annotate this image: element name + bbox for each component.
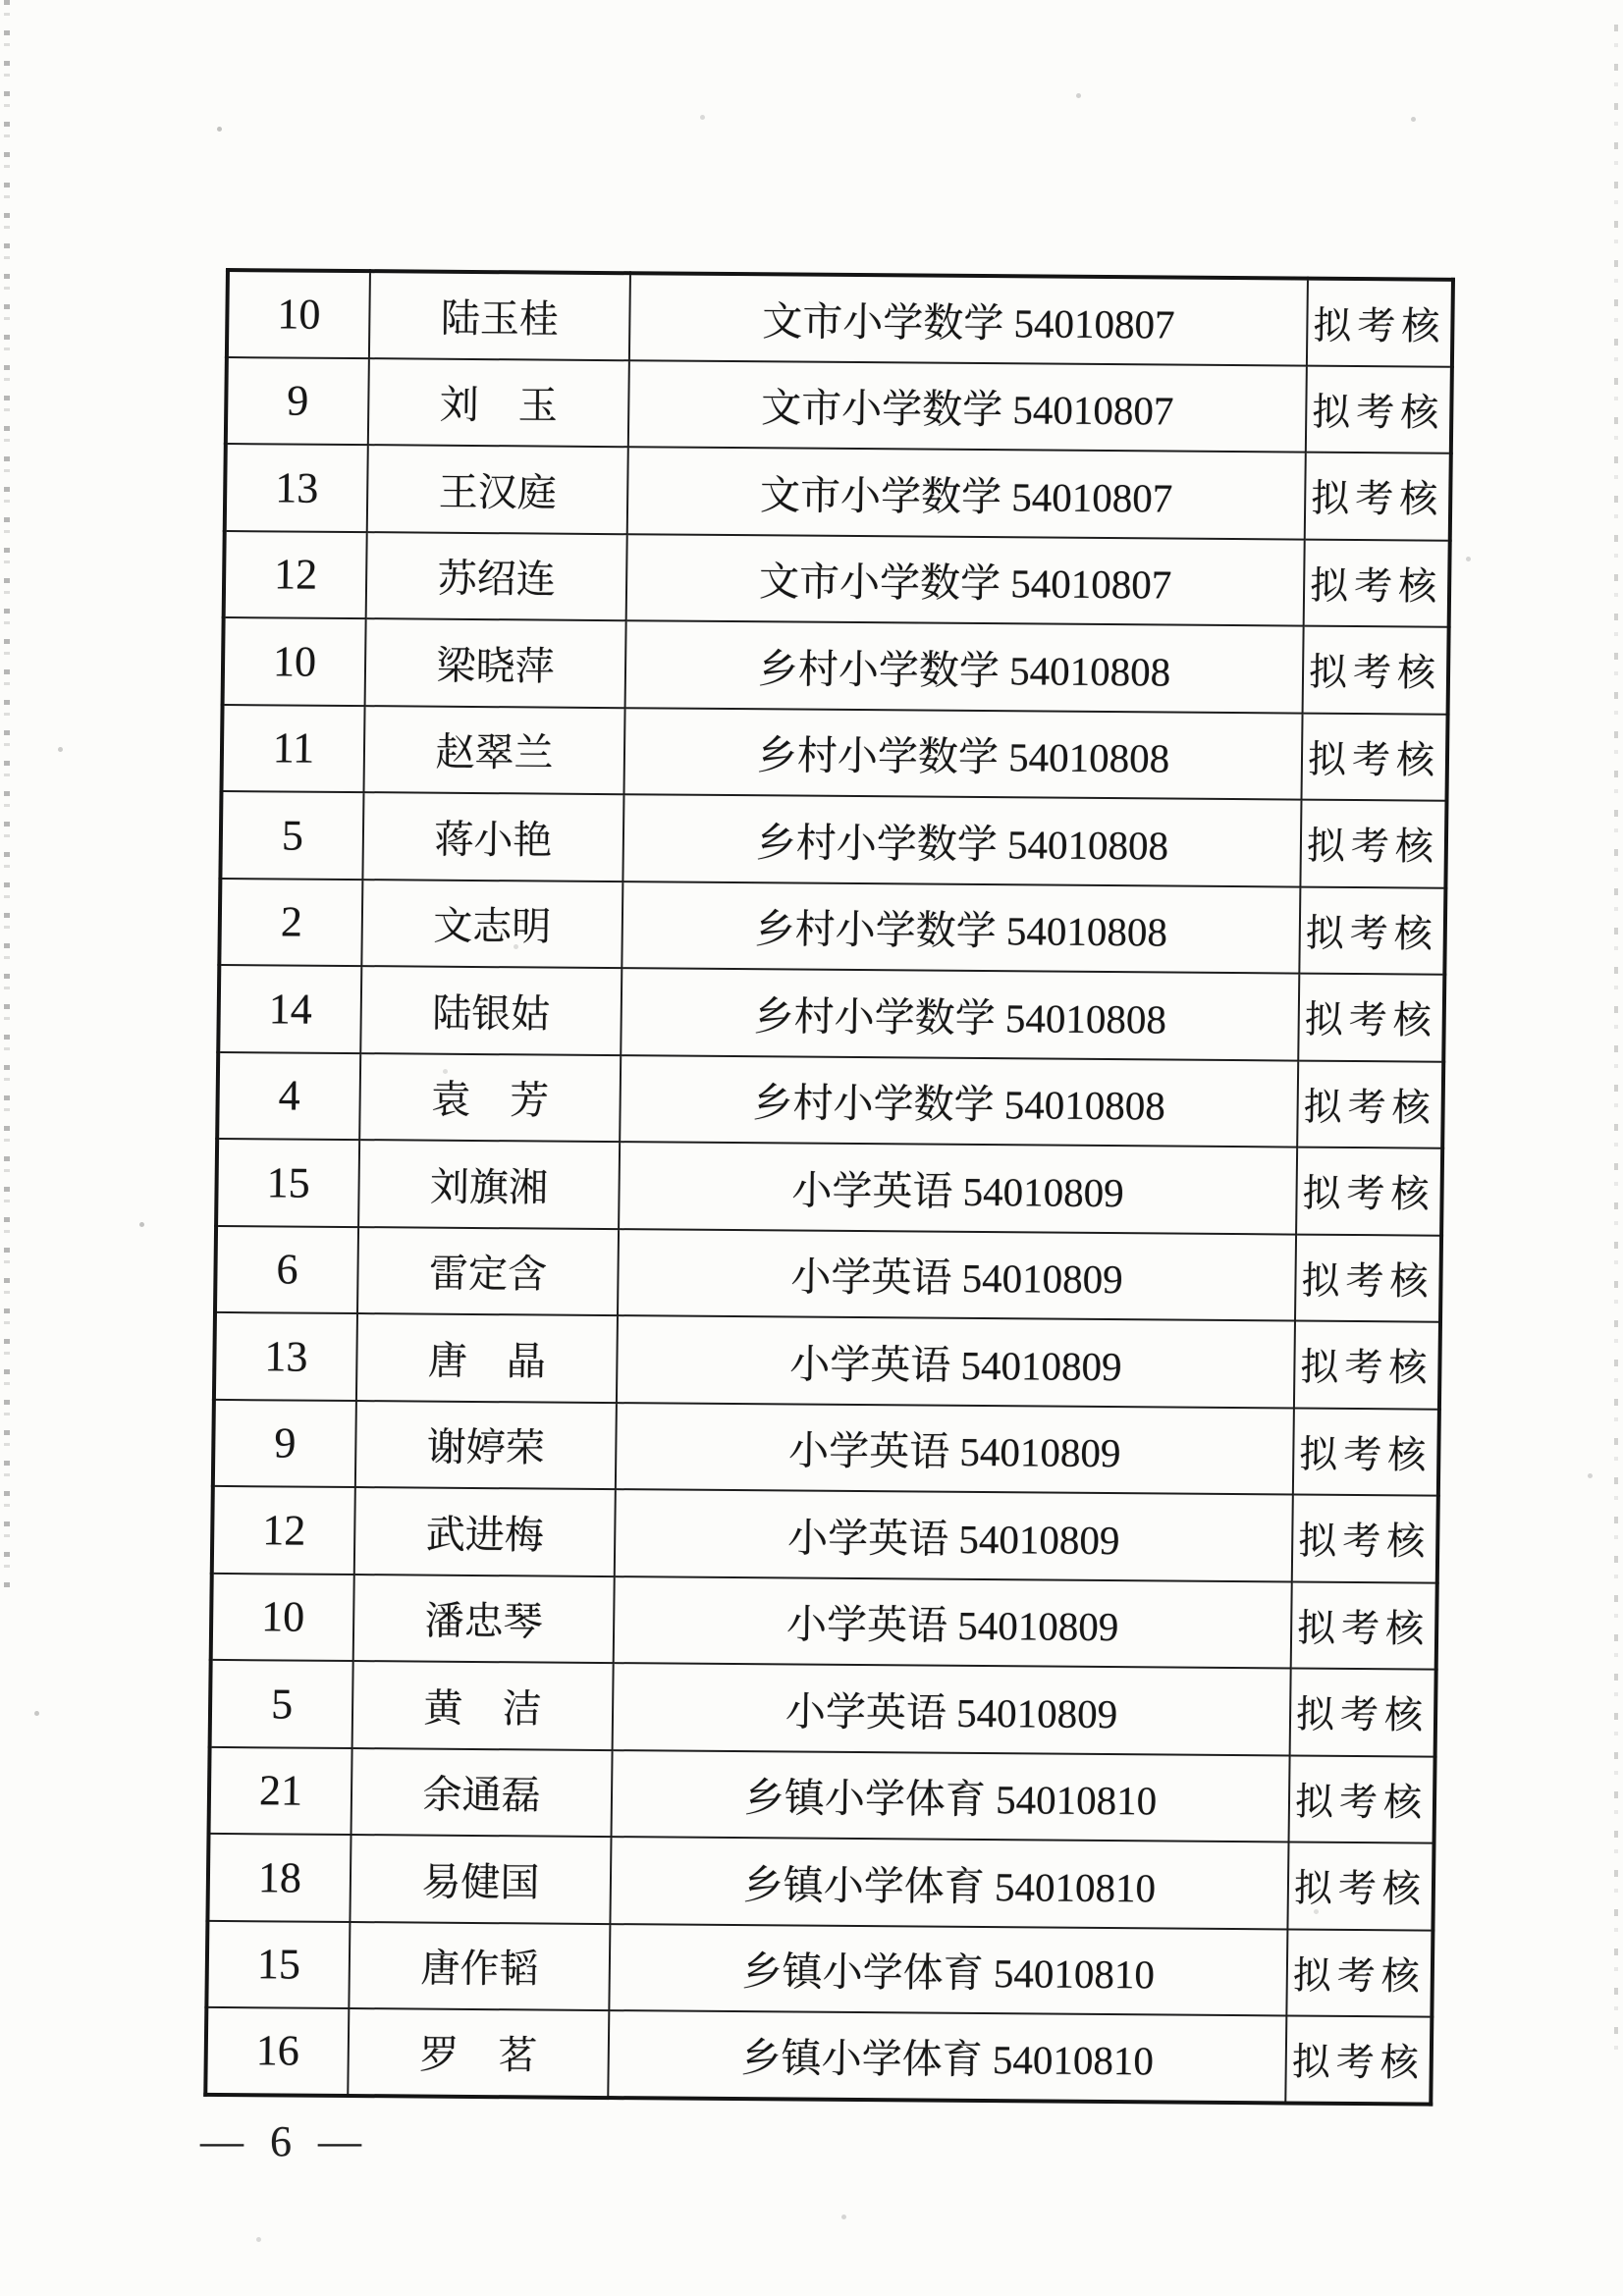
cell-position: 小学英语 54010809 xyxy=(615,1489,1293,1581)
cell-rank-number: 21 xyxy=(209,1746,352,1835)
cell-rank-number: 2 xyxy=(219,878,362,966)
cell-rank-number: 4 xyxy=(217,1051,360,1140)
table-row xyxy=(211,1573,1437,1669)
cell-position: 文市小学数学 54010807 xyxy=(629,273,1308,365)
table-row xyxy=(220,791,1446,887)
cell-rank-number: 12 xyxy=(212,1486,355,1575)
page-number: — 6 — xyxy=(200,2117,369,2165)
table-row xyxy=(214,1312,1440,1409)
cell-status: 拟考核 xyxy=(1305,453,1451,541)
scan-artifact-specks xyxy=(0,0,3,3)
cell-position: 小学英语 54010809 xyxy=(616,1403,1294,1495)
cell-status: 拟考核 xyxy=(1294,1321,1440,1410)
scan-artifact-right-edge xyxy=(1614,25,1618,2066)
table-row xyxy=(207,1834,1434,1930)
cell-status: 拟考核 xyxy=(1287,1842,1434,1931)
cell-rank-number: 5 xyxy=(220,791,363,880)
cell-status: 拟考核 xyxy=(1291,1581,1437,1670)
table-row xyxy=(205,2007,1432,2104)
table-row xyxy=(213,1399,1439,1495)
cell-rank-number: 10 xyxy=(223,617,366,706)
cell-name: 黄 洁 xyxy=(352,1661,614,1750)
cell-position: 乡村小学数学 54010808 xyxy=(622,794,1301,886)
table-row xyxy=(212,1486,1438,1582)
cell-rank-number: 10 xyxy=(227,270,370,358)
cell-name: 潘忠琴 xyxy=(353,1575,615,1664)
cell-position: 文市小学数学 54010807 xyxy=(628,360,1307,453)
cell-name: 唐作韬 xyxy=(349,1921,610,2010)
table-row xyxy=(226,357,1452,454)
cell-rank-number: 11 xyxy=(221,704,364,792)
cell-name: 武进梅 xyxy=(354,1487,616,1576)
cell-status: 拟考核 xyxy=(1301,713,1447,801)
cell-name: 唐 晶 xyxy=(356,1313,618,1403)
cell-rank-number: 12 xyxy=(224,530,367,618)
cell-status: 拟考核 xyxy=(1300,800,1446,888)
cell-name: 余通磊 xyxy=(352,1748,613,1838)
table-row xyxy=(223,617,1449,714)
cell-position: 乡村小学数学 54010808 xyxy=(622,881,1300,974)
cell-position: 小学英语 54010809 xyxy=(617,1315,1295,1408)
scan-artifact-left-edge xyxy=(4,0,10,1590)
cell-position: 小学英语 54010809 xyxy=(619,1142,1297,1234)
cell-name: 蒋小艳 xyxy=(362,792,623,881)
cell-rank-number: 10 xyxy=(211,1573,354,1661)
candidate-roster-table xyxy=(203,268,1455,2106)
roster-rows xyxy=(205,270,1453,2104)
cell-status: 拟考核 xyxy=(1303,626,1449,715)
table-row xyxy=(209,1746,1435,1842)
cell-status: 拟考核 xyxy=(1298,974,1444,1062)
cell-status: 拟考核 xyxy=(1293,1408,1439,1496)
table-row xyxy=(206,1920,1433,2016)
cell-rank-number: 13 xyxy=(214,1312,357,1401)
cell-status: 拟考核 xyxy=(1285,2015,1432,2104)
cell-position: 乡镇小学体育 54010810 xyxy=(612,1750,1290,1842)
cell-rank-number: 9 xyxy=(226,357,369,446)
table-row xyxy=(217,1051,1443,1148)
cell-name: 袁 芳 xyxy=(359,1053,621,1143)
table-row xyxy=(224,530,1450,626)
cell-status: 拟考核 xyxy=(1286,1929,1433,2017)
cell-status: 拟考核 xyxy=(1304,539,1450,627)
cell-name: 雷定含 xyxy=(357,1227,619,1316)
cell-rank-number: 18 xyxy=(207,1834,351,1922)
table-row xyxy=(225,444,1451,540)
cell-name: 陆玉桂 xyxy=(369,271,630,360)
cell-position: 乡镇小学体育 54010810 xyxy=(608,2010,1286,2103)
cell-name: 谢婷荣 xyxy=(355,1401,617,1490)
cell-position: 文市小学数学 54010807 xyxy=(627,447,1306,539)
cell-status: 拟考核 xyxy=(1299,886,1445,975)
cell-status: 拟考核 xyxy=(1296,1148,1442,1236)
cell-status: 拟考核 xyxy=(1295,1234,1441,1322)
cell-rank-number: 13 xyxy=(225,444,368,532)
cell-position: 乡村小学数学 54010808 xyxy=(621,968,1299,1060)
cell-position: 乡村小学数学 54010808 xyxy=(625,620,1304,713)
cell-rank-number: 14 xyxy=(218,965,361,1053)
cell-name: 赵翠兰 xyxy=(363,706,624,795)
cell-rank-number: 6 xyxy=(215,1225,358,1313)
cell-position: 小学英语 54010809 xyxy=(614,1576,1292,1669)
cell-status: 拟考核 xyxy=(1290,1669,1436,1757)
cell-name: 刘 玉 xyxy=(368,358,629,448)
table-row xyxy=(218,965,1444,1061)
cell-name: 苏绍连 xyxy=(366,532,627,621)
cell-name: 易健国 xyxy=(350,1835,611,1924)
table-row xyxy=(215,1225,1441,1321)
cell-position: 乡村小学数学 54010808 xyxy=(620,1055,1298,1148)
cell-name: 罗 茗 xyxy=(348,2008,609,2098)
cell-position: 乡村小学数学 54010808 xyxy=(623,708,1302,800)
cell-name: 梁晓萍 xyxy=(365,618,626,708)
cell-name: 王汉庭 xyxy=(367,445,628,534)
cell-position: 乡镇小学体育 54010810 xyxy=(609,1924,1287,2016)
cell-position: 小学英语 54010809 xyxy=(618,1229,1296,1321)
cell-rank-number: 15 xyxy=(216,1139,359,1227)
cell-name: 刘旗湘 xyxy=(358,1140,620,1229)
cell-name: 陆银姑 xyxy=(360,966,622,1055)
table-row xyxy=(221,704,1447,800)
cell-status: 拟考核 xyxy=(1307,279,1453,367)
table-row xyxy=(219,878,1445,974)
cell-position: 小学英语 54010809 xyxy=(613,1663,1291,1755)
cell-name: 文志明 xyxy=(361,880,622,969)
cell-position: 文市小学数学 54010807 xyxy=(626,534,1305,626)
cell-position: 乡镇小学体育 54010810 xyxy=(610,1837,1288,1929)
cell-status: 拟考核 xyxy=(1292,1495,1438,1583)
cell-rank-number: 15 xyxy=(206,1920,350,2008)
cell-status: 拟考核 xyxy=(1289,1755,1435,1843)
cell-status: 拟考核 xyxy=(1297,1060,1443,1148)
table-row xyxy=(216,1139,1442,1235)
cell-rank-number: 16 xyxy=(205,2007,349,2096)
table-row xyxy=(210,1660,1436,1756)
cell-rank-number: 5 xyxy=(210,1660,353,1748)
table-row xyxy=(227,270,1453,366)
cell-rank-number: 9 xyxy=(213,1399,356,1487)
cell-status: 拟考核 xyxy=(1306,365,1452,454)
